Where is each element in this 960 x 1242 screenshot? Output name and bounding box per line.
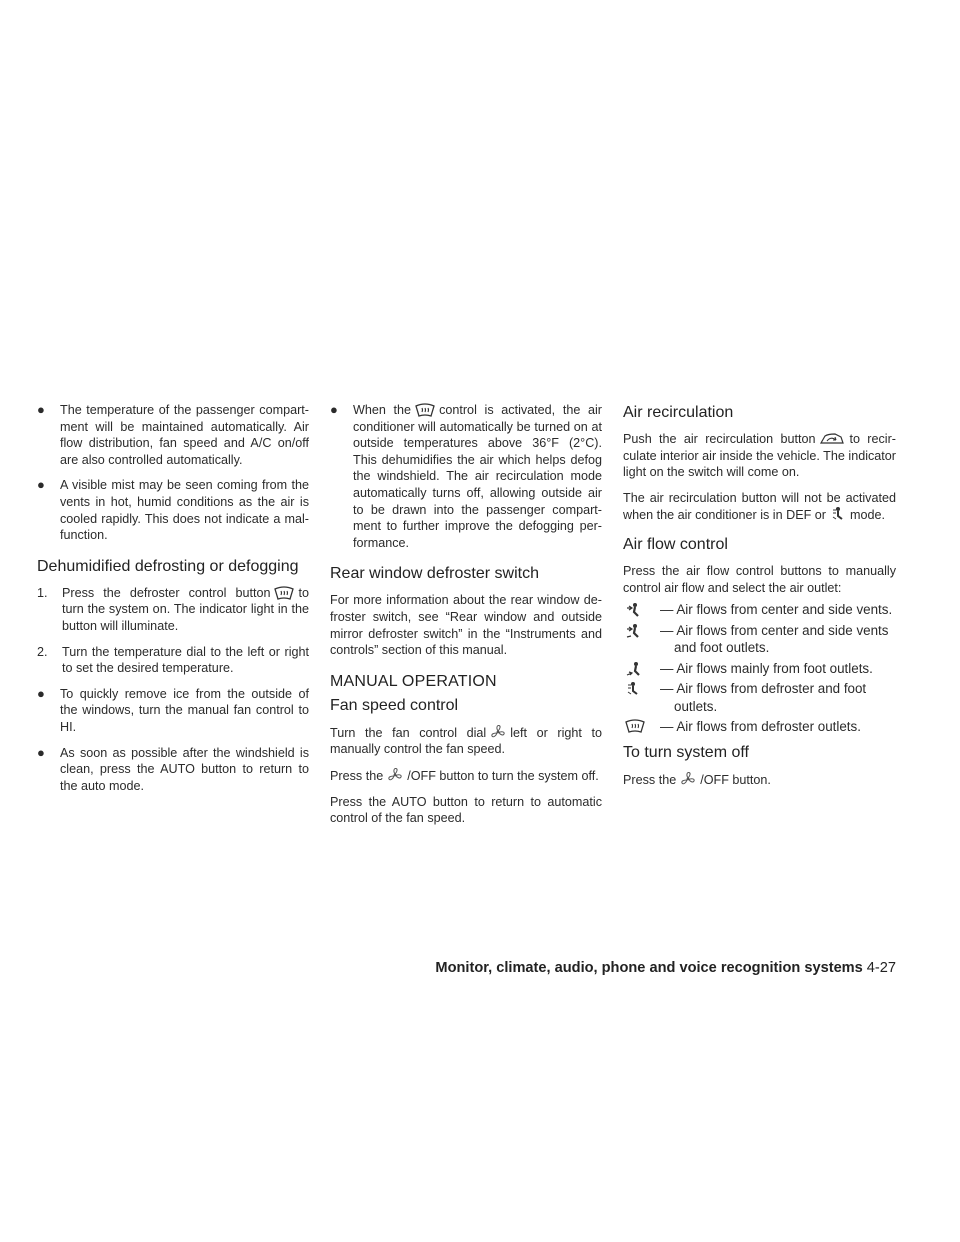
fan-icon bbox=[490, 724, 506, 740]
fan-icon bbox=[387, 767, 403, 783]
recirculation-icon bbox=[819, 432, 845, 446]
turn-off-text: Press the /OFF button. bbox=[623, 772, 771, 787]
column-middle bbox=[330, 402, 602, 836]
defroster-icon bbox=[274, 586, 294, 600]
fan-dial-text: Turn the fan control dial left or right to manually control the fan speed. bbox=[330, 725, 602, 757]
footer-title: Monitor, climate, audio, phone and voice recognition systems bbox=[435, 960, 863, 976]
column-right bbox=[623, 402, 896, 797]
recirc-text: Push the air recirculation button to recir-culate interior air inside the vehicle. The indicator light on the switch will come on. bbox=[623, 432, 896, 480]
fan-off-text: Press the /OFF button to turn the system off. bbox=[330, 768, 599, 783]
heading-turn-off: To turn system off bbox=[623, 743, 749, 761]
bullet-icon: ● bbox=[37, 744, 45, 760]
bullet-item: ● As soon as possible after the windshield is clean, press the AUTO button to return to the auto mode. bbox=[37, 744, 309, 793]
heading-dehumidified: Dehumidified defrosting or defogging bbox=[37, 557, 299, 575]
air-flow-item: — Air flows from defroster and foot outlets. bbox=[623, 680, 896, 715]
recirc-note: The air recirculation button will not be activated when the air conditioner is in DEF or mode. bbox=[623, 490, 896, 523]
air-flow-intro: Press the air flow control buttons to manually control air flow and select the air outlet: bbox=[623, 563, 896, 595]
defroster-icon bbox=[625, 719, 645, 733]
bullet-icon: ● bbox=[37, 477, 45, 493]
heading-air-recirculation: Air recirculation bbox=[623, 404, 734, 421]
vent-foot-icon bbox=[625, 661, 641, 677]
bullet-item: ● A visible mist may be seen coming from the vents in hot, humid conditions as the air is cooled rapidly. This does not indicate a mal-function. bbox=[37, 477, 309, 543]
air-flow-item: — Air flows from center and side vents. bbox=[623, 601, 896, 619]
heading-manual-operation: MANUAL OPERATION bbox=[330, 672, 497, 690]
vent-face-icon bbox=[625, 602, 641, 618]
foot-defrost-icon bbox=[830, 506, 846, 522]
fan-icon bbox=[680, 771, 696, 787]
step-2: 2. Turn the temperature dial to the left or right to set the desired temperature. bbox=[37, 644, 309, 676]
bullet-item: ● The temperature of the passenger compart-ment will be maintained automatically. Air flow distribution, fan speed and A/C on/off are also controlled automatically. bbox=[37, 402, 309, 467]
page-footer bbox=[430, 960, 896, 976]
auto-text: Press the AUTO button to return to automatic control of the fan speed. bbox=[330, 794, 602, 826]
air-flow-item: — Air flows mainly from foot outlets. bbox=[623, 660, 896, 678]
bullet-icon: ● bbox=[37, 402, 45, 417]
page-number: 4-27 bbox=[866, 960, 896, 976]
air-flow-item: — Air flows from defroster outlets. bbox=[623, 718, 896, 736]
bullet-icon: ● bbox=[330, 402, 338, 417]
heading-air-flow: Air flow control bbox=[623, 535, 728, 553]
bullet-item: ● To quickly remove ice from the outside of the windows, turn the manual fan control to HI. bbox=[37, 685, 309, 734]
column-left bbox=[37, 402, 309, 803]
bullet-icon: ● bbox=[37, 685, 45, 701]
air-flow-item: — Air flows from center and side vents and foot outlets. bbox=[623, 622, 896, 657]
defroster-icon bbox=[415, 403, 435, 417]
heading-rear-window: Rear window defroster switch bbox=[330, 565, 539, 583]
vent-foot-defrost-icon bbox=[625, 681, 641, 697]
rear-window-text: For more information about the rear window de-froster switch, see “Rear window and outside mirror defroster switch” in the “Instruments and controls” section of this manual. bbox=[330, 593, 602, 658]
bullet-item: ● When the control is activated, the air conditioner will automatically be turned on at outside temperatures above 36°F (2°C). This dehumidifies the air which helps defog the windshield. The air recirculation mode automatically turns off, allowing outside air to be drawn into the passenger compart-ment to further improve the defogging per-formance. bbox=[330, 402, 602, 550]
step-1: 1. Press the defroster control button to turn the system on. The indicator light in the button will illuminate. bbox=[37, 585, 309, 633]
heading-fan-speed: Fan speed control bbox=[330, 696, 459, 714]
vent-bilevel-icon bbox=[625, 623, 641, 639]
